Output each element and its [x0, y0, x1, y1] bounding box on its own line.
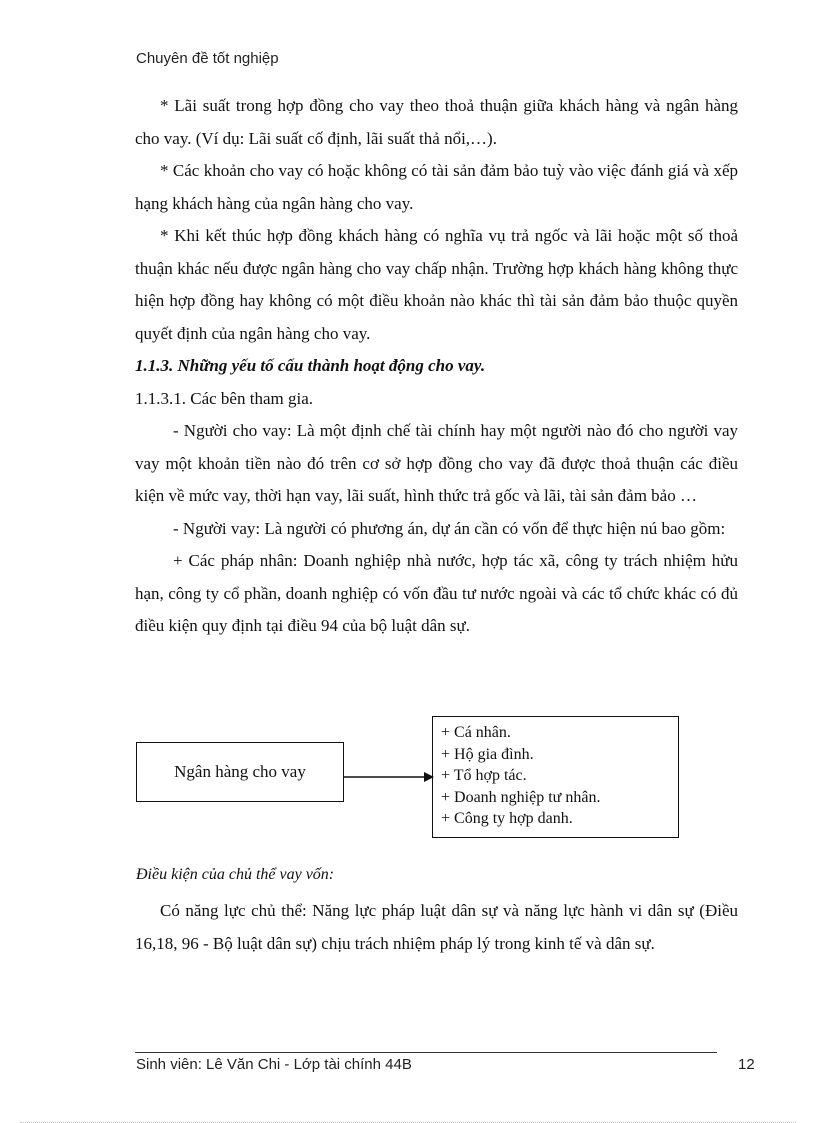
list-item: + Doanh nghiệp tư nhân. [441, 788, 601, 806]
lender-box: Ngân hàng cho vay [136, 742, 344, 802]
paragraph-borrower: - Người vay: Là người có phương án, dự án cần có vốn để thực hiện nú bao gồm: [173, 518, 726, 538]
arrow-icon [344, 770, 434, 784]
main-body [135, 90, 738, 643]
list-item: + Hộ gia đình. [441, 745, 534, 763]
paragraph-contract-end: * Khi kết thúc hợp đồng khách hàng có nghĩa vụ trả ngốc và lãi hoặc một số thoả thuận khác nếu được ngân hàng cho vay chấp nhận. Trường hợp khách hàng không thực hiện hợp đồng hay không có một điều khoản nào khác thì tài sản đảm bảo thuộc quyền quyết định của ngân hàng cho vay. [135, 226, 738, 343]
page-header: Chuyên đề tốt nghiệp [136, 50, 279, 67]
borrower-types-box [432, 716, 679, 838]
subsection-heading: 1.1.3.1. Các bên tham gia. [135, 388, 313, 408]
borrower-types-list [441, 722, 670, 830]
paragraph-lender: - Người cho vay: Là một định chế tài chính hay một người nào đó cho người vay vay một khoản tiền nào đó trên cơ sở hợp đồng cho vay đã được thoả thuận các điều kiện về mức vay, thời hạn vay, lãi suất, hình thức trả gốc và lãi, tài sản đảm bảo … [135, 421, 738, 505]
conditions-title: Điều kiện của chủ thể vay vốn: [136, 866, 335, 883]
section-heading: 1.1.3. Những yếu tố cấu thành hoạt động cho vay. [135, 356, 486, 375]
footer-divider [135, 1052, 717, 1053]
paragraph-interest-rate: * Lãi suất trong hợp đồng cho vay theo thoả thuận giữa khách hàng và ngân hàng cho vay. (Ví dụ: Lãi suất cố định, lãi suất thả nổi,…). [135, 96, 738, 148]
list-item: + Công ty hợp danh. [441, 810, 573, 827]
page-number: 12 [738, 1056, 755, 1073]
paragraph-collateral: * Các khoản cho vay có hoặc không có tài sản đảm bảo tuỳ vào việc đánh giá và xếp hạng khách hàng của ngân hàng cho vay. [135, 161, 738, 213]
page-footer: Sinh viên: Lê Văn Chi - Lớp tài chính 44B [136, 1056, 412, 1073]
list-item: + Tổ hợp tác. [441, 767, 527, 784]
paragraph-legal-entities: + Các pháp nhân: Doanh nghiệp nhà nước, hợp tác xã, công ty trách nhiệm hửu hạn, công ty cổ phần, doanh nghiệp có vốn đầu tư nước ngoài và các tổ chức khác có đủ điều kiện quy định tại điều 94 của bộ luật dân sự. [135, 551, 738, 635]
paragraph-conditions: Có năng lực chủ thể: Năng lực pháp luật dân sự và năng lực hành vi dân sự (Điều 16,18, 96 - Bộ luật dân sự) chịu trách nhiệm pháp lý trong kinh tế và dân sự. [135, 901, 738, 953]
conditions-body [135, 895, 738, 960]
list-item: + Cá nhân. [441, 724, 511, 741]
